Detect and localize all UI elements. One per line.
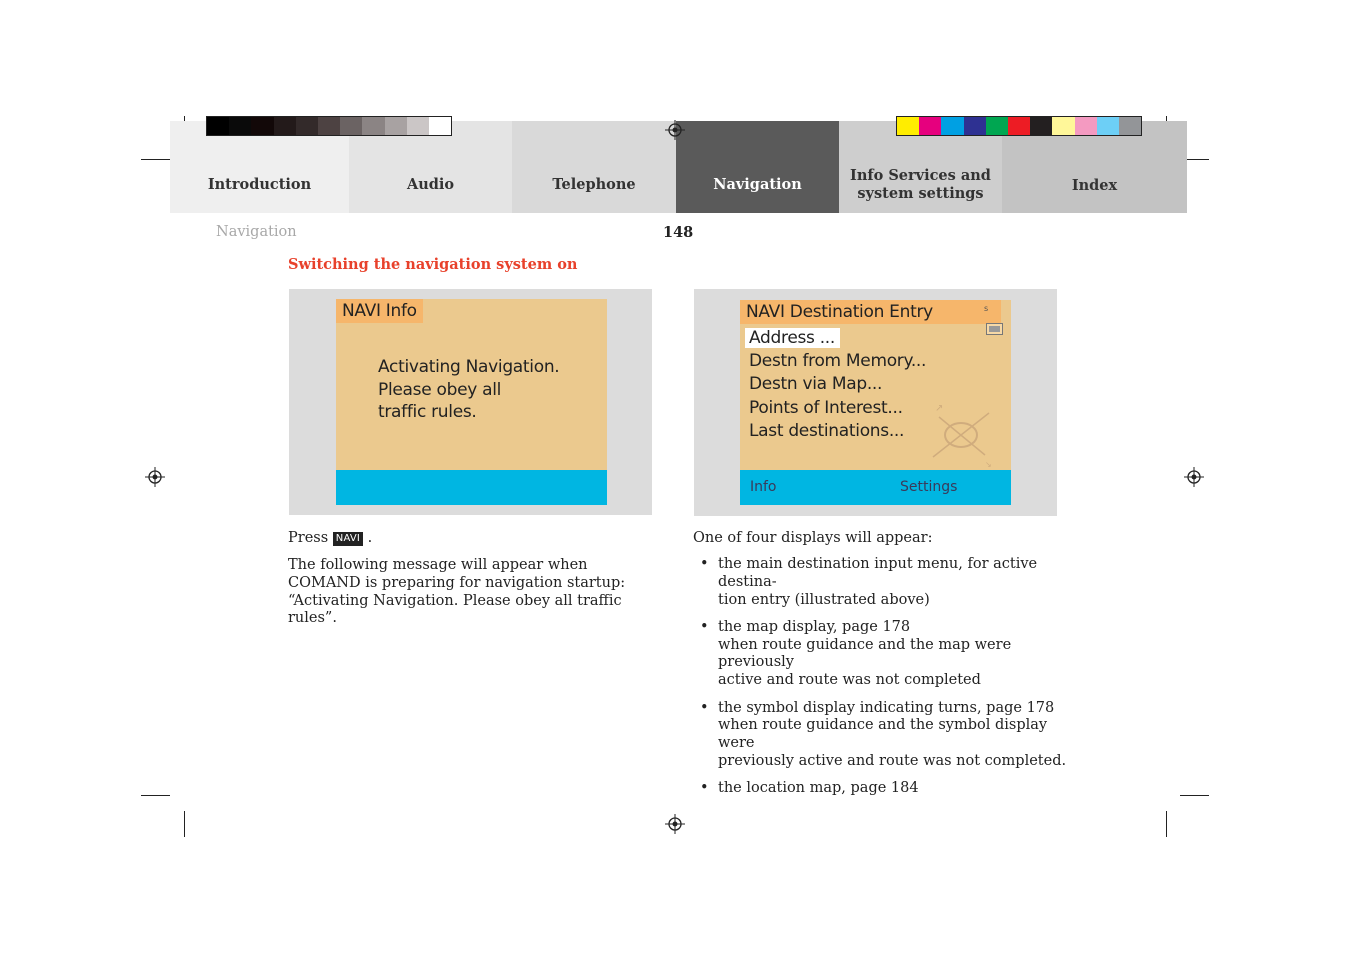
- crop-mark: [141, 795, 170, 796]
- color-swatch: [1008, 117, 1030, 135]
- color-swatch: [207, 117, 229, 135]
- list-item: [700, 700, 1070, 771]
- satellite-status-icon: [983, 303, 993, 313]
- display-softkey-bar: [740, 470, 1011, 505]
- screen-figure-left: [289, 289, 652, 515]
- press-suffix: .: [367, 530, 373, 546]
- tab-label: Telephone: [552, 176, 636, 193]
- color-swatch: [429, 117, 451, 135]
- crop-mark: [141, 159, 170, 160]
- softkey-info[interactable]: Info: [750, 479, 777, 495]
- navi-info-display: [336, 299, 607, 505]
- crop-mark: [1180, 795, 1209, 796]
- color-calibration-bar: [896, 116, 1142, 136]
- color-swatch: [986, 117, 1008, 135]
- crop-mark: [184, 811, 185, 837]
- tab-label: Audio: [406, 176, 455, 193]
- color-swatch: [1097, 117, 1119, 135]
- running-section-label: Navigation: [216, 224, 297, 240]
- tab-navigation[interactable]: [676, 121, 839, 213]
- color-swatch: [1075, 117, 1097, 135]
- registration-mark-icon: [1184, 467, 1204, 487]
- tab-telephone[interactable]: [512, 121, 676, 213]
- svg-text:↗: ↗: [935, 403, 944, 414]
- bullet-dot-icon: •: [700, 780, 709, 797]
- gray-calibration-bar: [206, 116, 452, 136]
- color-swatch: [362, 117, 384, 135]
- message-line: traffic rules.: [378, 402, 477, 422]
- list-item-text: the symbol display indicating turns, page 178 when route guidance and the symbol display were previously active and route was not completed.: [718, 699, 1067, 769]
- page-number: 148: [663, 224, 694, 241]
- tab-label: Index: [1071, 177, 1118, 194]
- cd-status-icon: [986, 323, 1003, 335]
- list-item-text: the map display, page 178 when route guidance and the map were previously active and route was not completed: [718, 618, 1012, 689]
- section-heading: Switching the navigation system on: [288, 256, 578, 273]
- menu-item-destn-from-memory[interactable]: Destn from Memory...: [749, 351, 927, 371]
- list-item: [700, 556, 1070, 609]
- color-swatch: [919, 117, 941, 135]
- bullet-dot-icon: •: [700, 699, 709, 716]
- list-item: [700, 619, 1070, 690]
- registration-mark-icon: [665, 814, 685, 834]
- list-item: [700, 780, 1070, 798]
- navi-key-badge: NAVI: [333, 532, 363, 546]
- displays-list: [700, 556, 1070, 808]
- display-message: [378, 356, 559, 424]
- compass-rose-icon: [925, 395, 1005, 470]
- registration-mark-icon: [145, 467, 165, 487]
- color-swatch: [385, 117, 407, 135]
- registration-mark-icon: [665, 120, 685, 140]
- color-swatch: [897, 117, 919, 135]
- color-swatch: [941, 117, 963, 135]
- list-item-text: the main destination input menu, for active destina- tion entry (illustrated above): [718, 556, 1038, 608]
- color-swatch: [229, 117, 251, 135]
- softkey-settings[interactable]: Settings: [900, 479, 958, 495]
- tab-label: Introduction: [207, 176, 312, 193]
- color-swatch: [251, 117, 273, 135]
- bullet-dot-icon: •: [700, 618, 709, 635]
- display-softkey-bar: [336, 470, 607, 505]
- tab-label: Info Services and system settings: [850, 167, 991, 202]
- press-instruction: [288, 530, 372, 548]
- color-swatch: [340, 117, 362, 135]
- menu-item-address[interactable]: Address ...: [745, 328, 840, 348]
- crop-mark: [1166, 811, 1167, 837]
- color-swatch: [1030, 117, 1052, 135]
- menu-item-last-destinations[interactable]: Last destinations...: [749, 421, 905, 441]
- list-item-text: the location map, page 184: [718, 780, 919, 797]
- display-title: NAVI Destination Entry: [740, 300, 1001, 324]
- color-swatch: [296, 117, 318, 135]
- menu-item-destn-via-map[interactable]: Destn via Map...: [749, 374, 883, 394]
- svg-text:↘: ↘: [985, 460, 992, 469]
- press-prefix: Press: [288, 530, 329, 546]
- tab-label: Navigation: [713, 176, 802, 193]
- menu-item-points-of-interest[interactable]: Points of Interest...: [749, 398, 903, 418]
- color-swatch: [407, 117, 429, 135]
- navi-destination-display: [740, 300, 1011, 505]
- color-swatch: [1052, 117, 1074, 135]
- svg-text:s: s: [984, 304, 989, 313]
- screen-figure-right: [694, 289, 1057, 516]
- display-title: NAVI Info: [336, 299, 423, 323]
- bullet-dot-icon: •: [700, 556, 709, 572]
- color-swatch: [274, 117, 296, 135]
- color-swatch: [1119, 117, 1141, 135]
- message-line: Please obey all: [378, 379, 502, 400]
- displays-intro: One of four displays will appear:: [693, 530, 933, 546]
- startup-paragraph: The following message will appear when COMAND is preparing for navigation startup: “Activating Navigation. Please obey all traffic rules”.: [288, 557, 626, 627]
- color-swatch: [318, 117, 340, 135]
- color-swatch: [964, 117, 986, 135]
- message-line: Activating Navigation.: [378, 357, 560, 377]
